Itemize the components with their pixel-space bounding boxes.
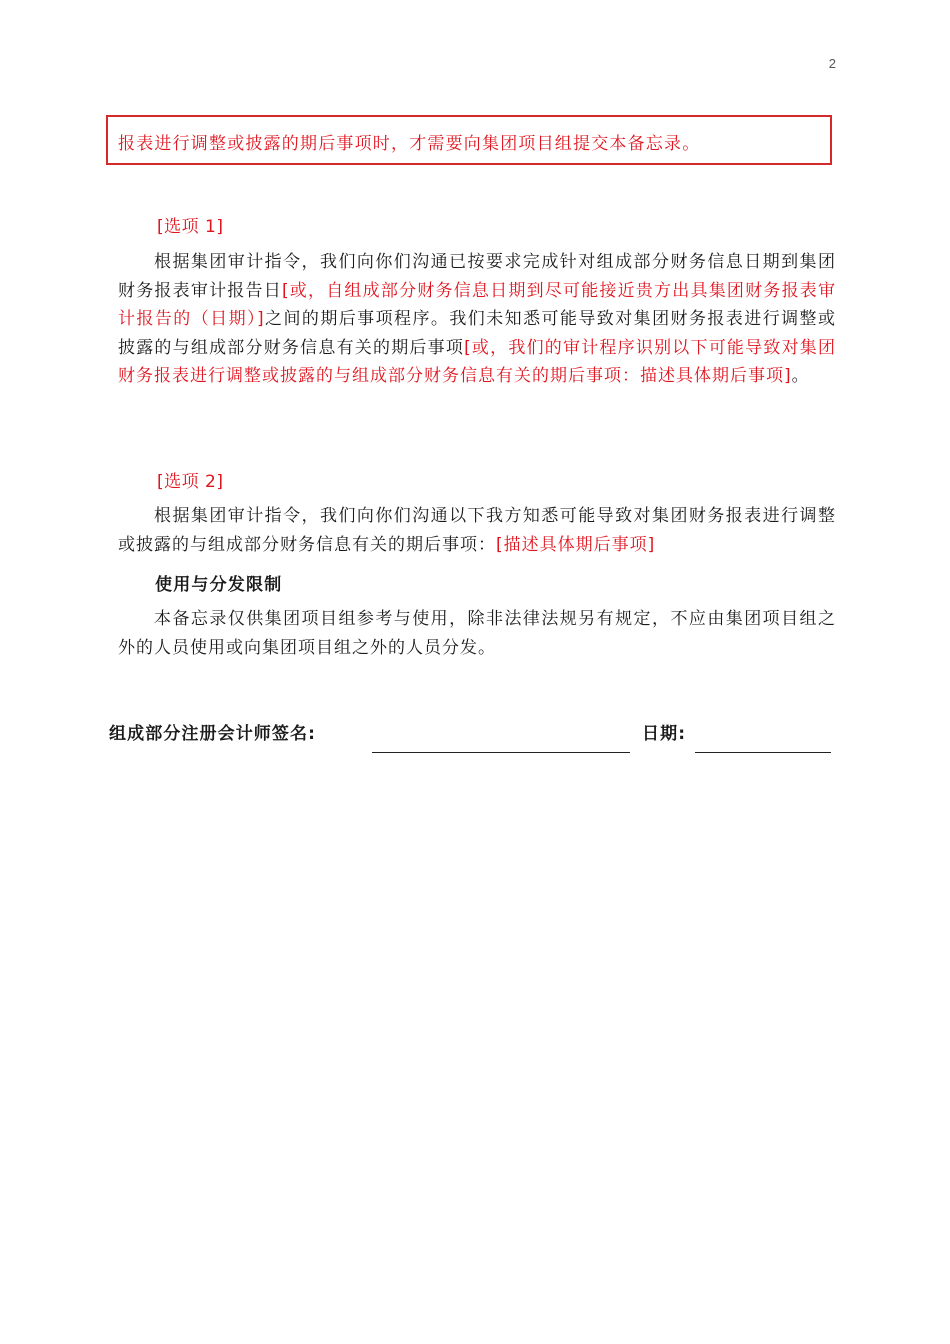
option-1-paragraph xyxy=(118,248,836,391)
option-2-placeholder: [描述具体期后事项] xyxy=(496,534,656,555)
option-1-text-2: 之间的期后事项程序。我们未知悉可能导致对集团财务报表进行调整或披露的与组成部分财务信息有关的期后事项 xyxy=(118,309,836,358)
option-1-label: [选项 1] xyxy=(157,217,224,237)
notice-text: 报表进行调整或披露的期后事项时，才需要向集团项目组提交本备忘录。 xyxy=(118,134,701,154)
signature-label: 组成部分注册会计师签名: xyxy=(109,724,316,744)
restriction-paragraph: 本备忘录仅供集团项目组参考与使用，除非法律法规另有规定，不应由集团项目组之外的人员使用或向集团项目组之外的人员分发。 xyxy=(118,609,836,658)
notice-box xyxy=(106,115,832,165)
option-1-text-1: 根据集团审计指令，我们向你们沟通已按要求完成针对组成部分财务信息日期到集团财务报表审计报告日 xyxy=(118,252,836,301)
date-line xyxy=(695,752,831,753)
option-2-text: 根据集团审计指令，我们向你们沟通以下我方知悉可能导致对集团财务报表进行调整或披露的与组成部分财务信息有关的期后事项： xyxy=(118,506,836,555)
page-number: 2 xyxy=(828,56,836,71)
option-2-label: [选项 2] xyxy=(157,472,224,492)
signature-line xyxy=(372,752,630,753)
date-label: 日期: xyxy=(642,724,687,744)
option-1-alternative-date: [或，自组成部分财务信息日期到尽可能接近贵方出具集团财务报表审计报告的（日期）] xyxy=(118,280,836,330)
option-1-alternative-events: [或，我们的审计程序识别以下可能导致对集团财务报表进行调整或披露的与组成部分财务信息有关的期后事项：描述具体期后事项] xyxy=(118,337,836,387)
option-1-text-3: 。 xyxy=(791,366,810,387)
option-2-paragraph xyxy=(118,502,836,559)
restriction-heading: 使用与分发限制 xyxy=(155,575,283,595)
